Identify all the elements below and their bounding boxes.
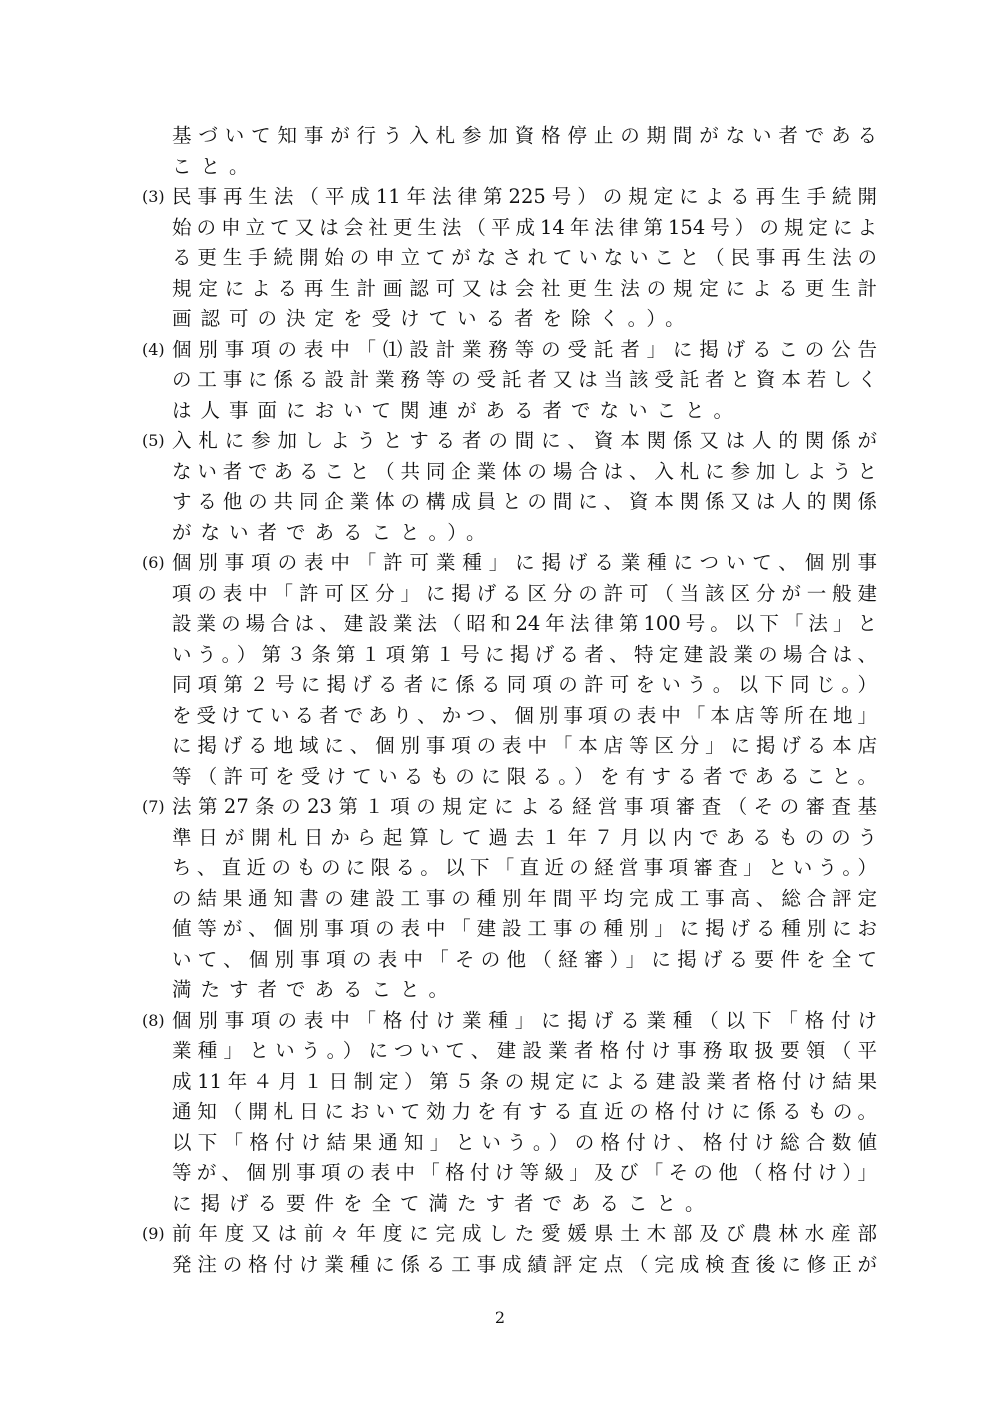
text-line: 満たす者であること。 — [172, 978, 458, 1001]
text-line: 業種」という。）について、建設業者格付け事務取扱要領（平 — [172, 1039, 877, 1062]
text-line: の工事に係る設計業務等の受託者又は当該受託者と資本若しく — [172, 368, 877, 391]
text-line: 設業の場合は、建設業法（昭和24年法律第100号。以下「法」と — [172, 612, 877, 635]
text-line: に掲げる要件を全て満たす者であること。 — [172, 1192, 714, 1215]
item-number: (3) — [142, 187, 165, 206]
text-line: る更生手続開始の申立てがなされていないこと（民事再生法の — [172, 246, 877, 269]
text-line: を受けている者であり、かつ、個別事項の表中「本店等所在地」 — [172, 704, 877, 727]
text-line: 法第27条の23第１項の規定による経営事項審査（その審査基 — [172, 795, 877, 818]
text-line: に掲げる地域に、個別事項の表中「本店等区分」に掲げる本店 — [172, 734, 877, 757]
text-line: 発注の格付け業種に係る工事成績評定点（完成検査後に修正が — [172, 1253, 877, 1276]
text-line: 画認可の決定を受けている者を除く。）。 — [172, 307, 694, 330]
item-number: (6) — [142, 553, 165, 572]
text-line: 通知（開札日において効力を有する直近の格付けに係るもの。 — [172, 1100, 877, 1123]
text-line: ち、直近のものに限る。以下「直近の経営事項審査」という。） — [172, 856, 877, 879]
text-line: 以下「格付け結果通知」という。）の格付け、格付け総合数値 — [172, 1131, 877, 1154]
text-line: 値等が、個別事項の表中「建設工事の種別」に掲げる種別にお — [172, 917, 877, 940]
text-line: ない者であること（共同企業体の場合は、入札に参加しようと — [172, 460, 877, 483]
text-line: 民事再生法（平成11年法律第225号）の規定による再生手続開 — [172, 185, 877, 208]
text-line: 項の表中「許可区分」に掲げる区分の許可（当該区分が一般建 — [172, 582, 877, 605]
text-line: こと。 — [172, 155, 258, 178]
item-number: (5) — [142, 431, 165, 450]
item-number: (7) — [142, 797, 165, 816]
text-line: 入札に参加しようとする者の間に、資本関係又は人的関係が — [172, 429, 877, 452]
text-line: 成11年４月１日制定）第５条の規定による建設業者格付け結果 — [172, 1070, 877, 1093]
text-line: 等が、個別事項の表中「格付け等級」及び「その他（格付け）」 — [172, 1161, 877, 1184]
text-line: 基づいて知事が行う入札参加資格停止の期間がない者である — [172, 124, 877, 147]
item-number: (9) — [142, 1224, 165, 1243]
page-number: 2 — [494, 1308, 506, 1327]
text-line: は人事面において関連がある者でないこと。 — [172, 399, 743, 422]
text-line: 個別事項の表中「許可業種」に掲げる業種について、個別事 — [172, 551, 877, 574]
text-line: する他の共同企業体の構成員との間に、資本関係又は人的関係 — [172, 490, 877, 513]
text-line: いう。）第３条第１項第１号に掲げる者、特定建設業の場合は、 — [172, 643, 877, 666]
text-line: 準日が開札日から起算して過去１年７月以内であるもののう — [172, 826, 877, 849]
text-line: いて、個別事項の表中「その他（経審）」に掲げる要件を全て — [172, 948, 877, 971]
text-line: 同項第２号に掲げる者に係る同項の許可をいう。以下同じ。） — [172, 673, 877, 696]
text-line: 等（許可を受けているものに限る。）を有する者であること。 — [172, 765, 877, 788]
text-line: 始の申立て又は会社更生法（平成14年法律第154号）の規定によ — [172, 216, 877, 239]
text-line: 前年度又は前々年度に完成した愛媛県土木部及び農林水産部 — [172, 1222, 877, 1245]
text-line: 個別事項の表中「格付け業種」に掲げる業種（以下「格付け — [172, 1009, 877, 1032]
text-line: 規定による再生計画認可又は会社更生法の規定による更生計 — [172, 277, 877, 300]
text-line: 個別事項の表中「⑴設計業務等の受託者」に掲げるこの公告 — [172, 338, 877, 361]
text-line: がない者であること。）。 — [172, 521, 495, 544]
text-line: の結果通知書の建設工事の種別年間平均完成工事高、総合評定 — [172, 887, 877, 910]
item-number: (4) — [142, 340, 165, 359]
item-number: (8) — [142, 1011, 165, 1030]
